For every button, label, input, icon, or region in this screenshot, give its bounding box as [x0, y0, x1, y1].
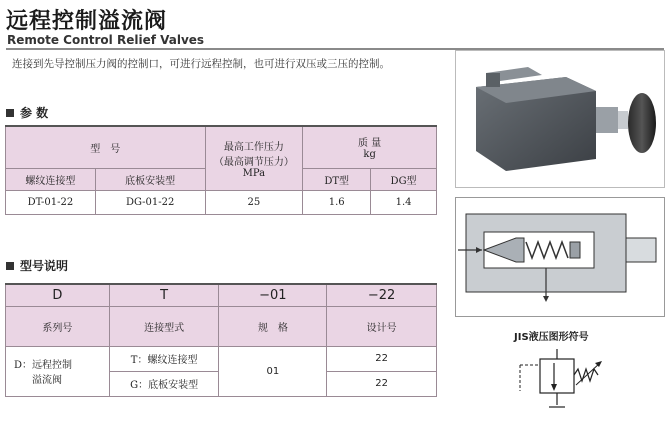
- connection-subplate: G：底板安装型: [109, 371, 219, 396]
- page-subtitle: Remote Control Relief Valves: [7, 33, 205, 47]
- valve-section-illustration: [456, 198, 664, 316]
- dt-header: DT型: [303, 168, 371, 190]
- code-connection: T: [109, 284, 219, 306]
- pressure-header: [205, 126, 303, 190]
- dg-header: DG型: [371, 168, 437, 190]
- series-desc-line1: D：远程控制: [14, 360, 73, 371]
- threaded-header: 螺纹连接型: [6, 168, 96, 190]
- code-design: −22: [327, 284, 437, 306]
- series-desc-line2: 溢流阀: [32, 375, 62, 386]
- square-bullet-icon: [6, 109, 14, 117]
- section-diagram: [455, 197, 665, 317]
- intro-text: 连接到先导控制压力阀的控制口，可进行远程控制，也可进行双压或三压的控制。: [12, 58, 390, 70]
- series-description: [6, 346, 110, 396]
- section-model-title: 型号说明: [20, 259, 69, 273]
- label-size: 规 格: [219, 306, 327, 346]
- product-photo: [455, 50, 665, 188]
- table-row: [6, 346, 437, 371]
- label-series: 系列号: [6, 306, 110, 346]
- design-value-1: 22: [327, 346, 437, 371]
- design-value-2: 22: [327, 371, 437, 396]
- pressure-header-line2: （最高调节压力）: [213, 156, 294, 168]
- label-design: 设计号: [327, 306, 437, 346]
- section-params-title: 参 数: [20, 106, 49, 120]
- pressure-unit: MPa: [242, 167, 266, 179]
- section-params-heading: [6, 104, 48, 121]
- valve-photo-illustration: [456, 51, 664, 187]
- mass-header: [303, 126, 437, 168]
- dt-mass-cell: 1.6: [303, 190, 371, 214]
- dg-mass-cell: 1.4: [371, 190, 437, 214]
- model-code-table: [5, 283, 437, 397]
- table-row: [6, 190, 437, 214]
- mass-header-label: 质 量: [358, 138, 382, 150]
- subplate-model-cell: DG-01-22: [95, 190, 205, 214]
- label-connection: 连接型式: [109, 306, 219, 346]
- square-bullet-icon: [6, 262, 14, 270]
- jis-relief-valve-symbol: [510, 345, 620, 413]
- threaded-model-cell: DT-01-22: [6, 190, 96, 214]
- section-model-heading: [6, 257, 68, 274]
- pressure-header-line1: 最高工作压力: [223, 141, 284, 153]
- size-value: 01: [219, 346, 327, 396]
- params-table: [5, 125, 437, 215]
- mass-unit: kg: [363, 149, 376, 161]
- code-series: D: [6, 284, 110, 306]
- subplate-header: 底板安装型: [95, 168, 205, 190]
- connection-threaded: T：螺纹连接型: [109, 346, 219, 371]
- jis-symbol-label: JIS液压图形符号: [514, 332, 589, 343]
- page-title: 远程控制溢流阀: [6, 9, 168, 34]
- pressure-cell: 25: [205, 190, 303, 214]
- model-header: 型 号: [6, 126, 206, 168]
- code-size: −01: [219, 284, 327, 306]
